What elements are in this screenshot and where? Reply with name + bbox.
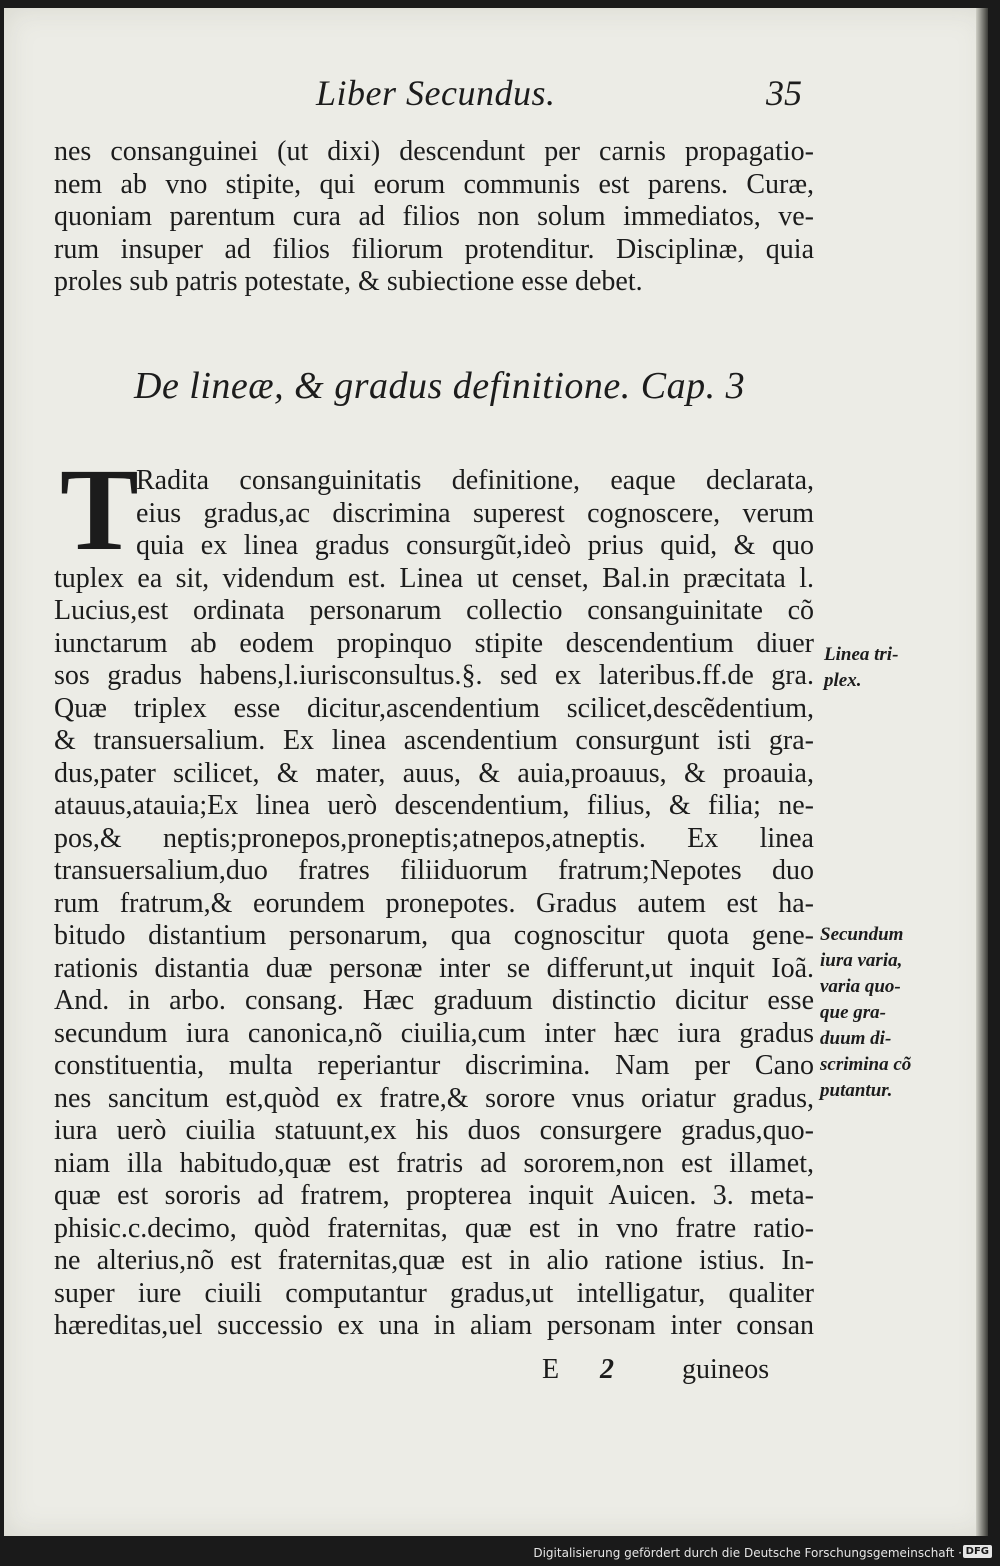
text-line: Radita consanguinitatis definitione, eaque declarata,: [136, 465, 814, 496]
page-number: 35: [766, 73, 802, 113]
text-line: rationis distantia duæ personæ inter se differunt,ut inquit Ioã.: [54, 952, 814, 984]
text-line: atauus,atauia;Ex linea uerò descendentium, filius, & filia; ne-: [54, 790, 814, 821]
text-line: Quæ triplex esse dicitur,ascendentium scilicet,descẽdentium,: [54, 692, 814, 724]
margin-note-line: Linea tri-: [824, 644, 899, 665]
text-line: eius gradus,ac discrimina superest cognoscere, verum: [136, 497, 814, 529]
text-line: nes consanguinei (ut dixi) descendunt per carnis propagatio-: [54, 136, 814, 167]
digitization-credit: Digitalisierung gefördert durch die Deutsche Forschungsgemeinschaft ·: [533, 1546, 962, 1560]
text-line: sos gradus habens,l.iurisconsultus.§. sed ex lateribus.ff.de gra.: [54, 660, 814, 691]
text-line: quæ est sororis ad fratrem, propterea inquit Auicen. 3. meta-: [54, 1180, 814, 1211]
margin-note-line: Secundum: [820, 924, 904, 945]
intro-paragraph: [54, 136, 814, 299]
chapter-heading: De lineæ, & gradus definitione. Cap. 3: [134, 365, 746, 407]
text-line: nem ab vno stipite, qui eorum communis est parens. Curæ,: [54, 168, 814, 200]
text-line: dus,pater scilicet, & mater, auus, & auia,proauus, & proauia,: [54, 757, 814, 789]
text-line: hæreditas,uel successio ex una in aliam personam inter consan: [54, 1310, 814, 1341]
body-paragraph: [54, 465, 814, 1343]
text-line: niam illa habitudo,quæ est fratris ad sororem,non est illamet,: [54, 1147, 814, 1179]
margin-note-line: iura varia,: [820, 950, 903, 971]
signature-mark: E: [542, 1354, 560, 1385]
text-line: quoniam parentum cura ad filios non solum immediatos, ve-: [54, 201, 814, 232]
text-line: bitudo distantium personarum, qua cognoscitur quota gene-: [54, 920, 814, 951]
margin-note-line: putantur.: [820, 1080, 893, 1101]
book-page: [4, 8, 988, 1536]
text-line: rum fratrum,& eorundem pronepotes. Gradus autem est ha-: [54, 887, 814, 919]
text-line: super iure ciuili computantur gradus,ut intelligatur, qualiter: [54, 1277, 814, 1309]
margin-note-line: que gra-: [820, 1002, 886, 1023]
text-line: tuplex ea sit, videndum est. Linea ut censet, Bal.in præcitata l.: [54, 562, 814, 594]
page-edge-shadow: [976, 8, 988, 1536]
text-line: rum insuper ad filios filiorum protenditur. Disciplinæ, quia: [54, 233, 814, 265]
margin-note-line: scrimina cõ: [820, 1054, 912, 1075]
text-line: Lucius,est ordinata personarum collectio consanguinitate cõ: [54, 595, 814, 626]
text-line: secundum iura canonica,nõ ciuilia,cum inter hæc iura gradus: [54, 1017, 814, 1049]
text-line: & transuersalium. Ex linea ascendentium consurgunt isti gra-: [54, 725, 814, 756]
signature-number: 2: [600, 1354, 614, 1385]
margin-note: [824, 642, 898, 694]
text-line: And. in arbo. consang. Hæc graduum distinctio dicitur esse: [54, 985, 814, 1016]
drop-cap-initial: T: [60, 444, 139, 575]
dfg-logo: DFG: [963, 1545, 992, 1558]
text-line: iunctarum ab eodem propinquo stipite descendentium diuer: [54, 627, 814, 659]
text-line: phisic.c.decimo, quòd fraternitas, quæ est in vno fratre ratio-: [54, 1212, 814, 1244]
catchword: guineos: [682, 1354, 770, 1385]
text-line: pos,& neptis;pronepos,proneptis;atnepos,atneptis. Ex linea: [54, 822, 814, 854]
margin-note-line: duum di-: [820, 1028, 892, 1049]
text-line: constituentia, multa reperiantur discrimina. Nam per Cano: [54, 1050, 814, 1081]
margin-note-line: varia quo-: [820, 976, 901, 997]
text-line: iura uerò ciuilia statuunt,ex his duos consurgere gradus,quo-: [54, 1115, 814, 1146]
margin-note: [820, 922, 911, 1104]
text-line: transuersalium,duo fratres filiiduorum fratrum;Nepotes duo: [54, 855, 814, 886]
text-line: nes sancitum est,quòd ex fratre,& sorore vnus oriatur gradus,: [54, 1082, 814, 1114]
running-title: Liber Secundus.: [316, 73, 556, 113]
text-line: quia ex linea gradus consurgũt,ideò prius quid, & quo: [136, 530, 814, 561]
text-line: proles sub patris potestate, & subiectione esse debet.: [54, 266, 643, 297]
text-line: ne alterius,nõ est fraternitas,quæ est in alio ratione istius. In-: [54, 1245, 814, 1276]
margin-note-line: plex.: [824, 670, 862, 691]
